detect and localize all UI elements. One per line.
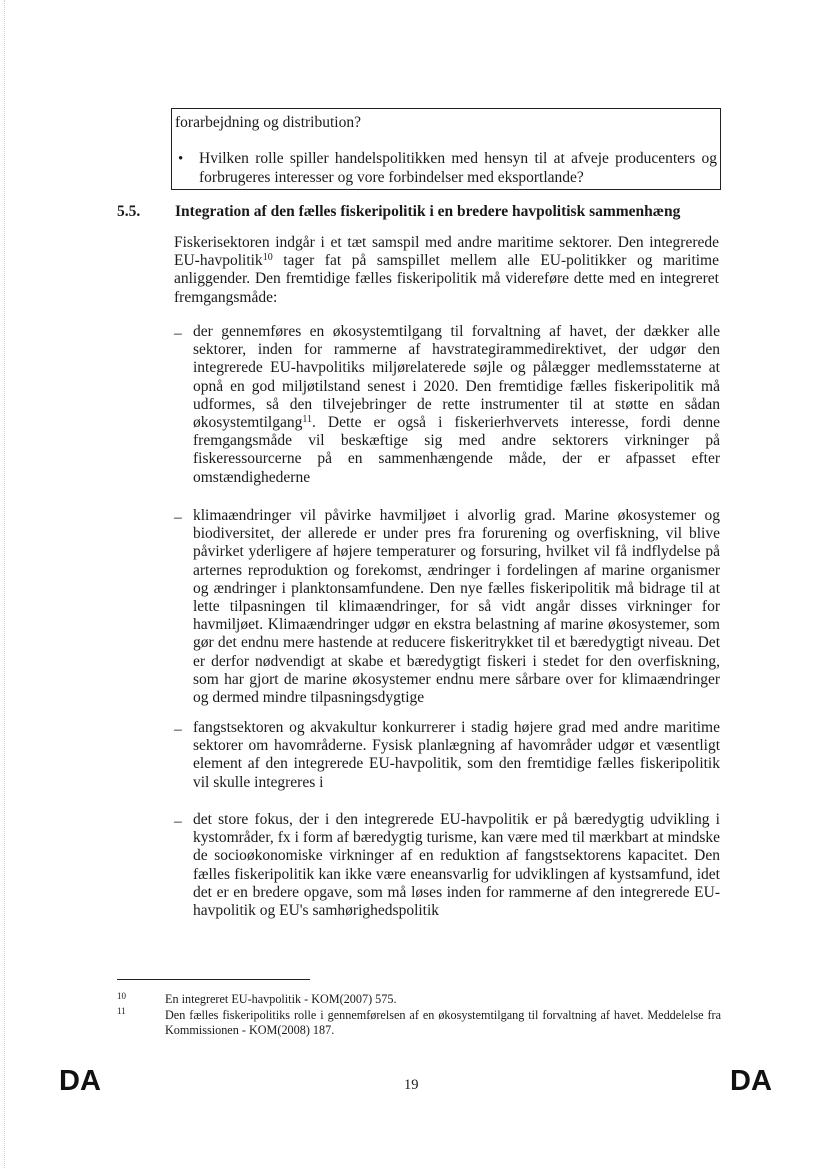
list-item — [193, 323, 720, 487]
dash-bullet-icon: – — [174, 509, 182, 526]
dash-bullet-icon: – — [174, 813, 182, 830]
list-item: det store fokus, der i den integrerede EU-havpolitik er på bæredygtig udvikling i kystområder, fx i form af bæredygtig turisme, kan være med til mærkbart at mindske de socioøkonomiske virkninger af en reduktion af fangstsektorens kapacitet. Den fælles fiskeripolitik kan ikke være eneansvarlig for udviklingen af kystsamfund, idet det er en bredere opgave, som må løses inden for rammerne af den integrerede EU-havpolitik og EU's samhørighedspolitik — [193, 811, 720, 920]
box-bullet-question: Hvilken rolle spiller handelspolitikken med hensyn til at afveje producenters og forbrugeres interesser og vore forbindelser med eksportlande? — [199, 150, 717, 186]
page-number: 19 — [404, 1077, 419, 1093]
list-item: fangstsektoren og akvakultur konkurrerer i stadig højere grad med andre maritime sektorer om havområderne. Fysisk planlægning af havområder udgør et væsentligt element af den integrerede EU-havpolitik, som den fremtidige fælles fiskeripolitik vil skulle integreres i — [193, 719, 720, 791]
intro-text-after-ref: tager fat på samspillet mellem alle EU-politikker og maritime anliggender. Den fremtidige fælles fiskeripolitik må videreføre dette med en integreret fremgangsmåde: — [174, 252, 719, 306]
language-code-left: DA — [59, 1065, 101, 1097]
footnote-ref[interactable]: 11 — [302, 414, 312, 426]
footnote-text: En integreret EU-havpolitik - KOM(2007) 575. — [165, 992, 397, 1006]
section-title: Integration af den fælles fiskeripolitik i en bredere havpolitisk sammenhæng — [175, 203, 681, 220]
list-item-text-after-ref: . Dette er også i fiskerierhvervets interesse, fordi denne fremgangsmåde vil beskæftige sig med andre sektorers virkninger på fiskeressourcerne på en sammenhængende måde, der er afpasset efter omstændighederne — [193, 414, 720, 486]
footnote-ref[interactable]: 10 — [262, 252, 273, 264]
language-code-right: DA — [730, 1065, 772, 1097]
list-item-text-before-ref: der gennemføres en økosystemtilgang til forvaltning af havet, der dækker alle sektorer, inden for rammerne af havstrategirammedirektivet, der udgør den integrerede EU-havpolitiks miljørelaterede søjle og pålægger medlemsstaterne at opnå en god miljøtilstand senest i 2020. Den fremtidige fælles fiskeripolitik må udformes, så den tilvejebringer de rette instrumenter til at støtte en sådan økosystemtilgang — [193, 323, 720, 432]
dash-bullet-icon: – — [174, 721, 182, 738]
scan-edge-line — [4, 0, 6, 1168]
dash-bullet-icon: – — [174, 325, 182, 342]
bullet-icon: • — [178, 151, 184, 167]
section-number: 5.5. — [117, 203, 141, 220]
intro-text-before-ref: Fiskerisektoren indgår i et tæt samspil med andre maritime sektorer. Den integrerede EU-havpolitik — [174, 234, 719, 270]
footnote-text: Den fælles fiskeripolitiks rolle i gennemførelsen af en økosystemtilgang til forvaltning af havet. Meddelelse fra Kommissionen - KOM(2008) 187. — [165, 1008, 721, 1037]
footnote-separator — [117, 979, 310, 980]
list-item: klimaændringer vil påvirke havmiljøet i alvorlig grad. Marine økosystemer og biodiversitet, der allerede er under pres fra forurening og overfiskning, vil blive påvirket yderligere af højere temperaturer og forsuring, hvilket vil få indflydelse på arternes reproduktion og forekomst, ændringer i fordelingen af marine organismer og ændringer i planktonsamfundene. Den nye fælles fiskeripolitik må bidrage til at lette tilpasningen til klimaændringer, for så vidt angår disses virkninger for havmiljøet. Klimaændringer udgør en ekstra belastning af marine økosystemer, som gør det endnu mere hastende at reducere fiskeritrykket til et bæredygtigt niveau. Det er derfor nødvendigt at skabe et bæredygtigt fiskeri i stedet for den overfiskning, som har gjort de marine økosystemer endnu mere sårbare over for klimaændringer og dermed mindre tilpasningsdygtige — [193, 507, 720, 707]
box-continued-line: forarbejdning og distribution? — [175, 114, 361, 131]
intro-paragraph — [174, 234, 719, 307]
footnote-number: 11 — [117, 1006, 126, 1016]
footnote-number: 10 — [117, 991, 126, 1001]
consultation-questions-box — [171, 108, 721, 190]
